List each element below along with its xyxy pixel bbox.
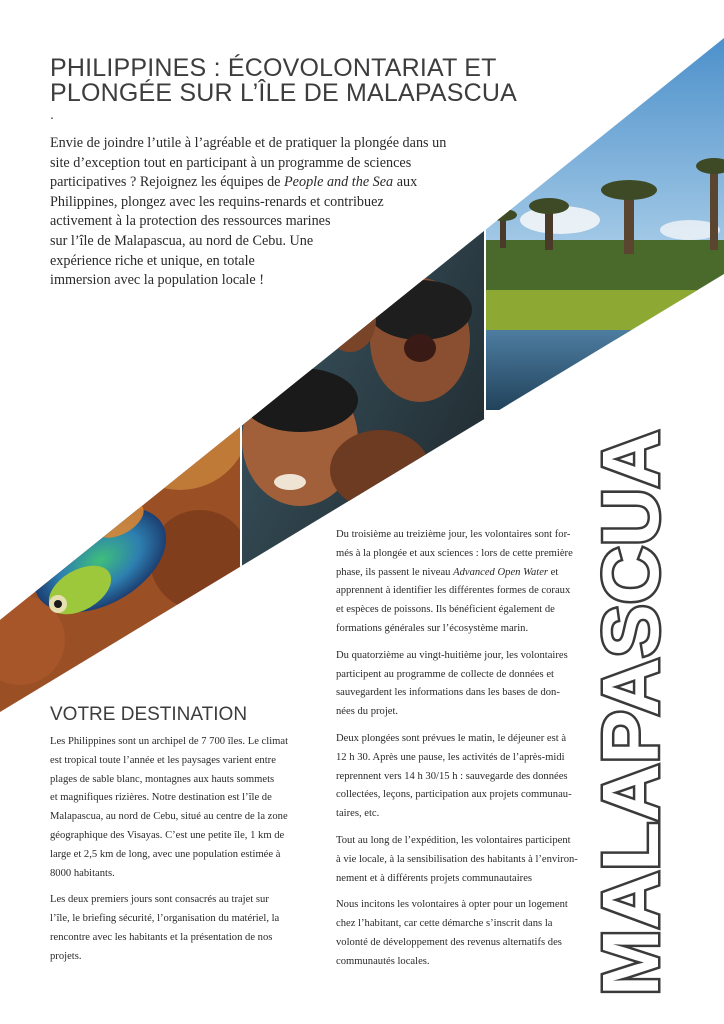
text-line: rencontre avec les habitants et la présentation de nos <box>50 931 273 943</box>
text-line: Les Philippines sont un archipel de 7 700 îles. Le climat <box>50 736 289 747</box>
vertical-title <box>586 425 675 1003</box>
intro-emphasis: People and the Sea <box>284 174 394 191</box>
intro-line: Philippines, plongez avec les requins-renards et contribuez <box>50 193 384 210</box>
text-line: 12 h 30. Après une pause, les activités de l’après-midi <box>336 751 565 763</box>
paragraph <box>336 526 588 639</box>
text-line: collectées, leçons, participation aux projets communau- <box>336 789 572 801</box>
text-line: Les deux premiers jours sont consacrés au trajet sur <box>50 894 269 906</box>
text-line: plages de sable blanc, montagnes aux hauts sommets <box>50 773 275 785</box>
text-line: à vie locale, à la sensibilisation des habitants à l’environ- <box>336 853 578 865</box>
paragraph <box>336 730 588 824</box>
text-line: nement et à différents projets communautaires <box>336 872 533 884</box>
text-line: més à la plongée et aux sciences : lors de cette première <box>336 547 573 559</box>
paragraph <box>336 832 588 888</box>
left-column <box>50 733 305 975</box>
reef-fish-photo <box>0 250 250 730</box>
section-heading: VOTRE DESTINATION <box>50 704 248 725</box>
text-emphasis: Advanced Open Water <box>453 566 549 578</box>
intro-line: sur l’île de Malapascua, au nord de Cebu. Une <box>50 232 314 249</box>
text-line: Nous incitons les volontaires à opter pour un logement <box>336 899 568 911</box>
text-line: 8000 habitants. <box>50 867 115 879</box>
text-line: volonté de développement des revenus alternatifs des <box>336 936 562 948</box>
text-line: est tropical toute l’année et les paysages varient entre <box>50 754 276 766</box>
intro-line: site d’exception tout en participant à un programme de sciences <box>50 154 412 171</box>
text-line: Deux plongées sont prévues le matin, le déjeuner est à <box>336 732 567 744</box>
text-line: et magnifiques rizières. Notre destination est l’île de <box>50 792 272 804</box>
text-line: Tout au long de l’expédition, les volontaires participent <box>336 834 571 846</box>
title-line: PHILIPPINES : ÉCOVOLONTARIAT ET <box>50 54 497 82</box>
intro-line: immersion avec la population locale ! <box>50 272 264 289</box>
title-line: PLONGÉE SUR L’ÎLE DE MALAPASCUA <box>50 79 518 107</box>
text-fragment: et <box>548 566 559 578</box>
text-line: formations générales sur l’écosystème marin. <box>336 622 529 634</box>
text-line: et espèces de poissons. Ils bénéficient également de <box>336 604 555 616</box>
paragraph <box>336 647 588 722</box>
text-line: Du quatorzième au vingt-huitième jour, les volontaires <box>336 649 568 661</box>
text-line: chez l’habitant, car cette démarche s’inscrit dans la <box>336 918 553 930</box>
intro-line: expérience riche et unique, en totale <box>50 252 255 269</box>
baobab-landscape-photo <box>485 0 724 410</box>
text-line: l’île, le briefing sécurité, l’organisation du matériel, la <box>50 913 280 925</box>
right-column <box>336 526 588 980</box>
intro-line: Envie de joindre l’utile à l’agréable et de pratiquer la plongée dans un <box>50 135 447 151</box>
text-line: projets. <box>50 950 82 962</box>
paragraph <box>50 733 305 883</box>
text-line: sauvegardent les informations dans les bases de don- <box>336 687 560 699</box>
text-line: taires, etc. <box>336 808 380 820</box>
text-line: Malapascua, au nord de Cebu, situé au centre de la zone <box>50 811 288 823</box>
text-line: apprennent à identifier les différentes formes de coraux <box>336 585 571 597</box>
paragraph <box>336 896 588 971</box>
text-line: communautés locales. <box>336 955 430 967</box>
text-line: Du troisième au treizième jour, les volontaires sont for- <box>336 529 571 540</box>
text-line: participent au programme de collecte de données et <box>336 668 554 680</box>
intro-text: participatives ? Rejoignez les équipes de <box>50 174 285 191</box>
text-line: géographique des Visayas. C’est une petite île, 1 km de <box>50 829 285 841</box>
intro-line: activement à la protection des ressources marines <box>50 213 331 230</box>
vertical-title-text: MALAPASCUA <box>586 433 675 996</box>
text-line: reprennent vers 14 h 30/15 h : sauvegarde des données <box>336 770 568 782</box>
text-fragment: phase, ils passent le niveau <box>336 566 454 578</box>
text-line: large et 2,5 km de long, avec une population estimée à <box>50 848 281 860</box>
intro-text: aux <box>393 174 418 191</box>
text-line <box>336 564 588 583</box>
title-dot: . <box>50 106 54 122</box>
text-line: nées du projet. <box>336 706 399 718</box>
paragraph <box>50 891 305 966</box>
